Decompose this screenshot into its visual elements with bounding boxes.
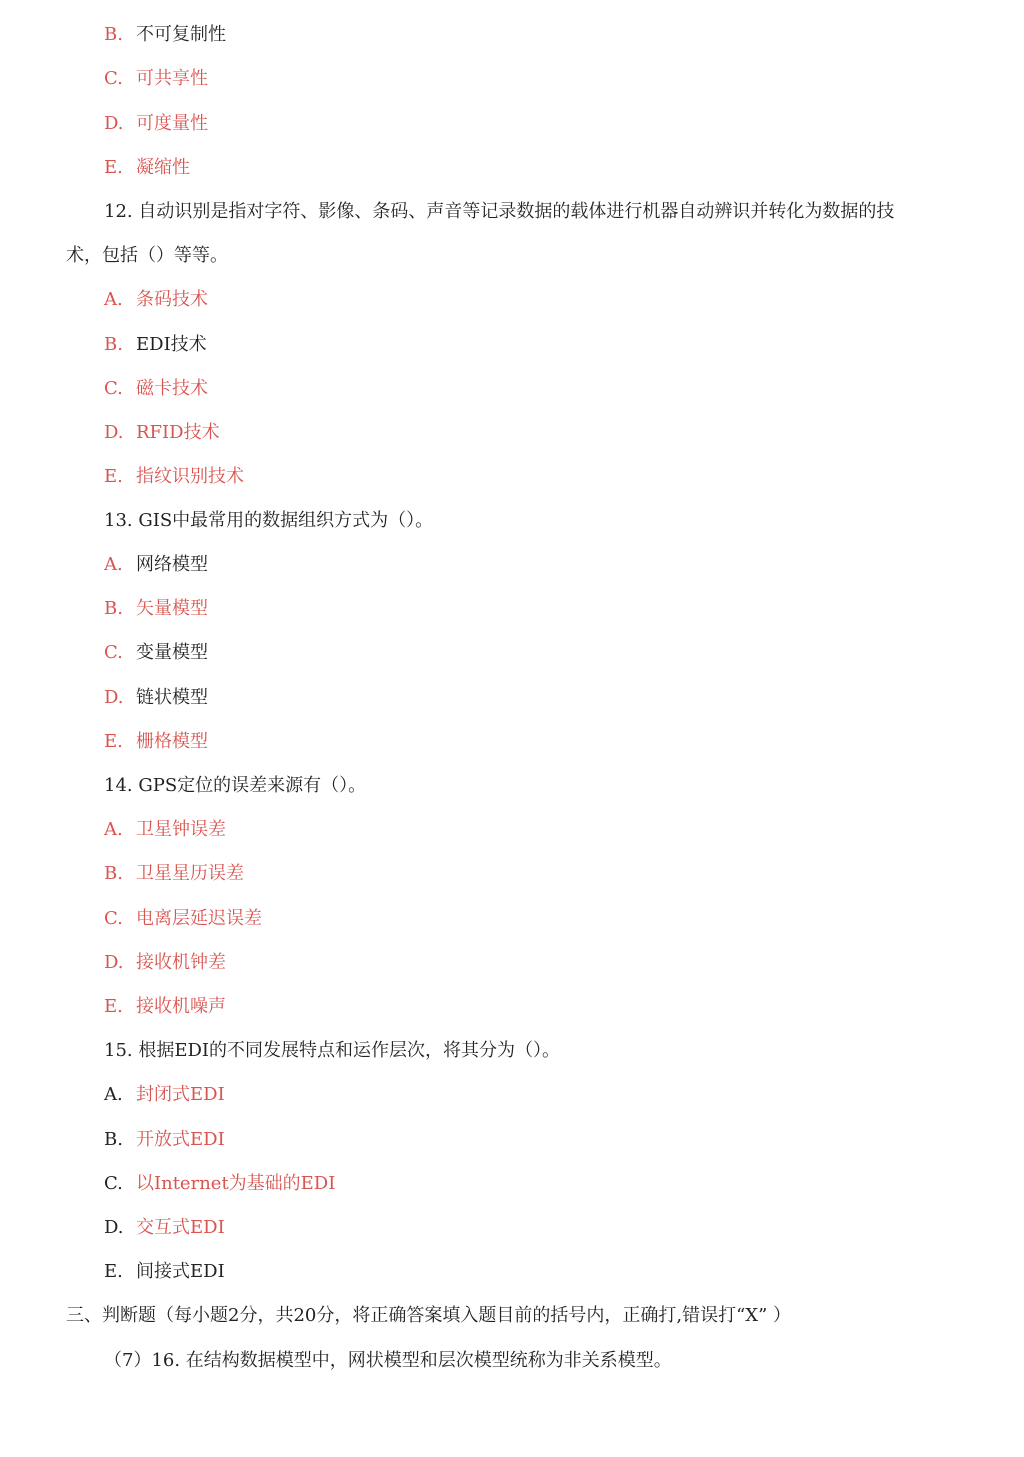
option-letter: B. xyxy=(104,598,123,619)
option-text: 间接式EDI xyxy=(136,1261,225,1282)
option-text: 卫星钟误差 xyxy=(136,819,226,840)
option-text: 链状模型 xyxy=(136,687,208,708)
q15-option-d xyxy=(104,1216,225,1240)
option-text: 不可复制性 xyxy=(136,24,226,45)
option-letter: B. xyxy=(104,24,123,45)
q16-statement: （7）16. 在结构数据模型中，网状模型和层次模型统称为非关系模型。 xyxy=(104,1350,672,1371)
option-letter: C. xyxy=(104,908,123,929)
option-text: 接收机噪声 xyxy=(136,996,226,1017)
option-text: 变量模型 xyxy=(136,642,208,663)
option-text: 凝缩性 xyxy=(136,157,190,178)
q14-option-e xyxy=(104,995,226,1019)
option-letter: A. xyxy=(104,1084,123,1105)
option-text: 指纹识别技术 xyxy=(136,466,244,487)
option-letter: D. xyxy=(104,1217,124,1238)
q14-option-c xyxy=(104,907,262,931)
option-text: 交互式EDI xyxy=(136,1217,225,1238)
option-text: 可度量性 xyxy=(136,113,208,134)
q15-option-b xyxy=(104,1128,225,1152)
option-text: 磁卡技术 xyxy=(136,378,208,399)
option-letter: C. xyxy=(104,378,123,399)
q11-option-d xyxy=(104,112,208,136)
q12-option-a xyxy=(104,288,208,312)
q13-stem: 13. GIS中最常用的数据组织方式为（）。 xyxy=(104,510,434,531)
q12-option-e xyxy=(104,465,244,489)
option-text: RFID技术 xyxy=(136,422,220,443)
option-text: 栅格模型 xyxy=(136,731,208,752)
section3-heading: 三、判断题（每小题2分，共20分，将正确答案填入题目前的括号内，正确打,错误打“X” ） xyxy=(66,1305,792,1326)
option-letter: B. xyxy=(104,863,123,884)
q12-option-b xyxy=(104,333,207,357)
q13-option-a xyxy=(104,553,208,577)
option-letter: C. xyxy=(104,642,123,663)
q11-option-e xyxy=(104,156,190,180)
option-letter: A. xyxy=(104,819,123,840)
option-letter: A. xyxy=(104,554,123,575)
q15-option-a xyxy=(104,1083,225,1107)
q12-stem-line2: 术，包括（）等等。 xyxy=(66,245,228,266)
option-letter: D. xyxy=(104,952,124,973)
option-letter: E. xyxy=(104,466,123,487)
option-letter: A. xyxy=(104,289,123,310)
q13-option-b xyxy=(104,597,208,621)
q13-option-e xyxy=(104,730,208,754)
q15-stem: 15. 根据EDI的不同发展特点和运作层次，将其分为（）。 xyxy=(104,1040,561,1061)
option-letter: D. xyxy=(104,687,124,708)
q15-option-e xyxy=(104,1260,225,1284)
option-text: EDI技术 xyxy=(136,334,207,355)
option-text: 开放式EDI xyxy=(136,1129,225,1150)
q11-option-c xyxy=(104,67,208,91)
q11-option-b xyxy=(104,23,226,47)
option-letter: C. xyxy=(104,1173,123,1194)
option-letter: E. xyxy=(104,996,123,1017)
q14-stem: 14. GPS定位的误差来源有（）。 xyxy=(104,775,367,796)
option-text: 卫星星历误差 xyxy=(136,863,244,884)
option-text: 以Internet为基础的EDI xyxy=(136,1173,336,1194)
option-letter: E. xyxy=(104,1261,123,1282)
option-text: 接收机钟差 xyxy=(136,952,226,973)
option-letter: E. xyxy=(104,157,123,178)
option-letter: B. xyxy=(104,1129,123,1150)
option-text: 网络模型 xyxy=(136,554,208,575)
option-text: 可共享性 xyxy=(136,68,208,89)
q12-stem-line1: 12. 自动识别是指对字符、影像、条码、声音等记录数据的载体进行机器自动辨识并转化为数据的技 xyxy=(104,201,895,222)
option-letter: B. xyxy=(104,334,123,355)
q12-option-d xyxy=(104,421,220,445)
q14-option-b xyxy=(104,862,244,886)
option-letter: C. xyxy=(104,68,123,89)
option-text: 条码技术 xyxy=(136,289,208,310)
option-letter: D. xyxy=(104,113,124,134)
option-letter: D. xyxy=(104,422,124,443)
q14-option-a xyxy=(104,818,226,842)
q12-option-c xyxy=(104,377,208,401)
option-text: 矢量模型 xyxy=(136,598,208,619)
q14-option-d xyxy=(104,951,226,975)
q15-option-c xyxy=(104,1172,335,1196)
option-text: 封闭式EDI xyxy=(136,1084,225,1105)
option-text: 电离层延迟误差 xyxy=(136,908,262,929)
q13-option-d xyxy=(104,686,208,710)
option-letter: E. xyxy=(104,731,123,752)
q13-option-c xyxy=(104,641,208,665)
